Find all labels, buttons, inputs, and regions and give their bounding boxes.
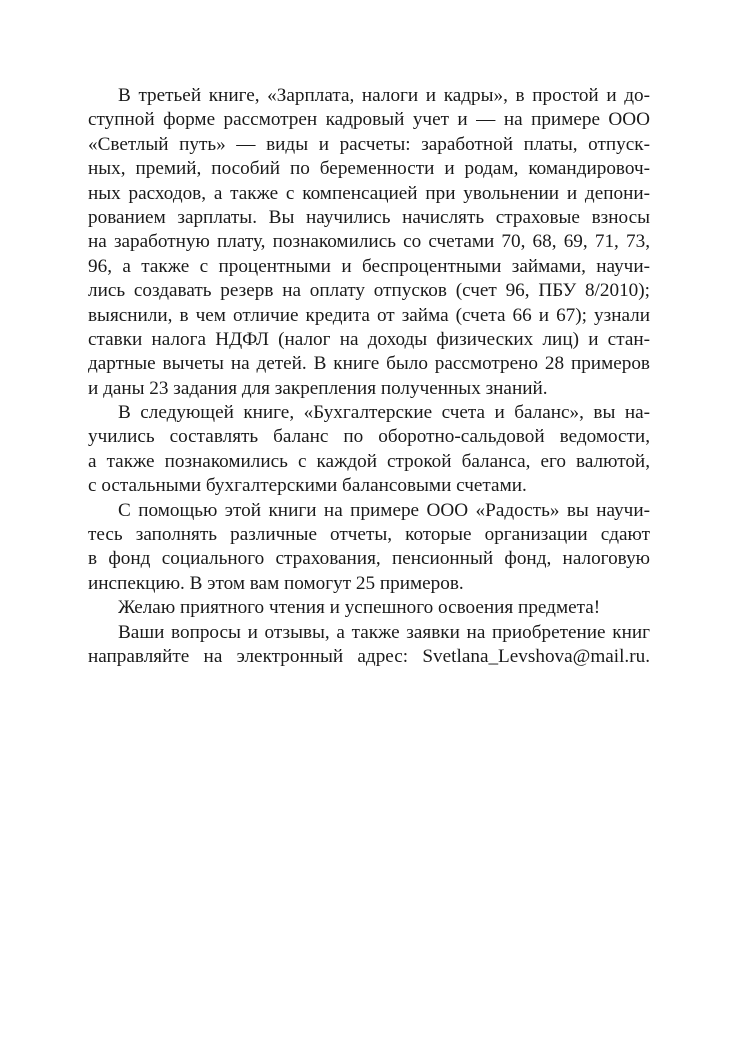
text-line: дартные вычеты на детей. В книге было рассмотрено 28 примеров	[88, 353, 650, 375]
text-line: с остальными бухгалтерскими балансовыми счетами.	[88, 475, 527, 497]
text-line: в фонд социального страхования, пенсионный фонд, налоговую	[88, 548, 650, 570]
text-line: учились составлять баланс по оборотно-сальдовой ведомости,	[88, 426, 650, 448]
paragraph	[88, 596, 650, 620]
text-line: «Светлый путь» — виды и расчеты: заработной платы, отпуск-	[88, 133, 650, 155]
text-line: ных, премий, пособий по беременности и родам, командировоч-	[88, 158, 650, 180]
text-line: и даны 23 задания для закрепления полученных знаний.	[88, 377, 548, 399]
text-line: ных расходов, а также с компенсацией при увольнении и депони-	[88, 182, 650, 204]
text-line: В следующей книге, «Бухгалтерские счета и баланс», вы на-	[118, 402, 650, 424]
paragraph	[88, 401, 650, 499]
text-line: ставки налога НДФЛ (налог на доходы физических лиц) и стан-	[88, 328, 650, 350]
paragraph	[88, 499, 650, 597]
text-line: выяснили, в чем отличие кредита от займа (счета 66 и 67); узнали	[88, 304, 650, 326]
text-line: а также познакомились с каждой строкой баланса, его валютой,	[88, 450, 650, 472]
text-line: инспекцию. В этом вам помогут 25 примеров.	[88, 572, 464, 594]
body-text	[88, 84, 650, 669]
text-line: 96, а также с процентными и беспроцентными займами, научи-	[88, 255, 650, 277]
paragraph	[88, 621, 650, 670]
text-line: на заработную плату, познакомились со счетами 70, 68, 69, 71, 73,	[88, 231, 650, 253]
text-line: лись создавать резерв на оплату отпусков (счет 96, ПБУ 8/2010);	[88, 280, 650, 302]
text-line: направляйте на электронный адрес: Svetlana_Levshova@mail.ru.	[88, 645, 650, 667]
text-line: тесь заполнять различные отчеты, которые организации сдают	[88, 524, 650, 546]
text-line: В третьей книге, «Зарплата, налоги и кадры», в простой и до-	[118, 85, 650, 106]
text-line: рованием зарплаты. Вы научились начислять страховые взносы	[88, 206, 650, 228]
text-line: С помощью этой книги на примере ООО «Радость» вы научи-	[118, 499, 650, 521]
text-line: ступной форме рассмотрен кадровый учет и — на примере ООО	[88, 109, 650, 131]
text-line: Желаю приятного чтения и успешного освоения предмета!	[118, 597, 601, 619]
paragraph	[88, 84, 650, 401]
text-line: Ваши вопросы и отзывы, а также заявки на приобретение книг	[118, 621, 650, 643]
